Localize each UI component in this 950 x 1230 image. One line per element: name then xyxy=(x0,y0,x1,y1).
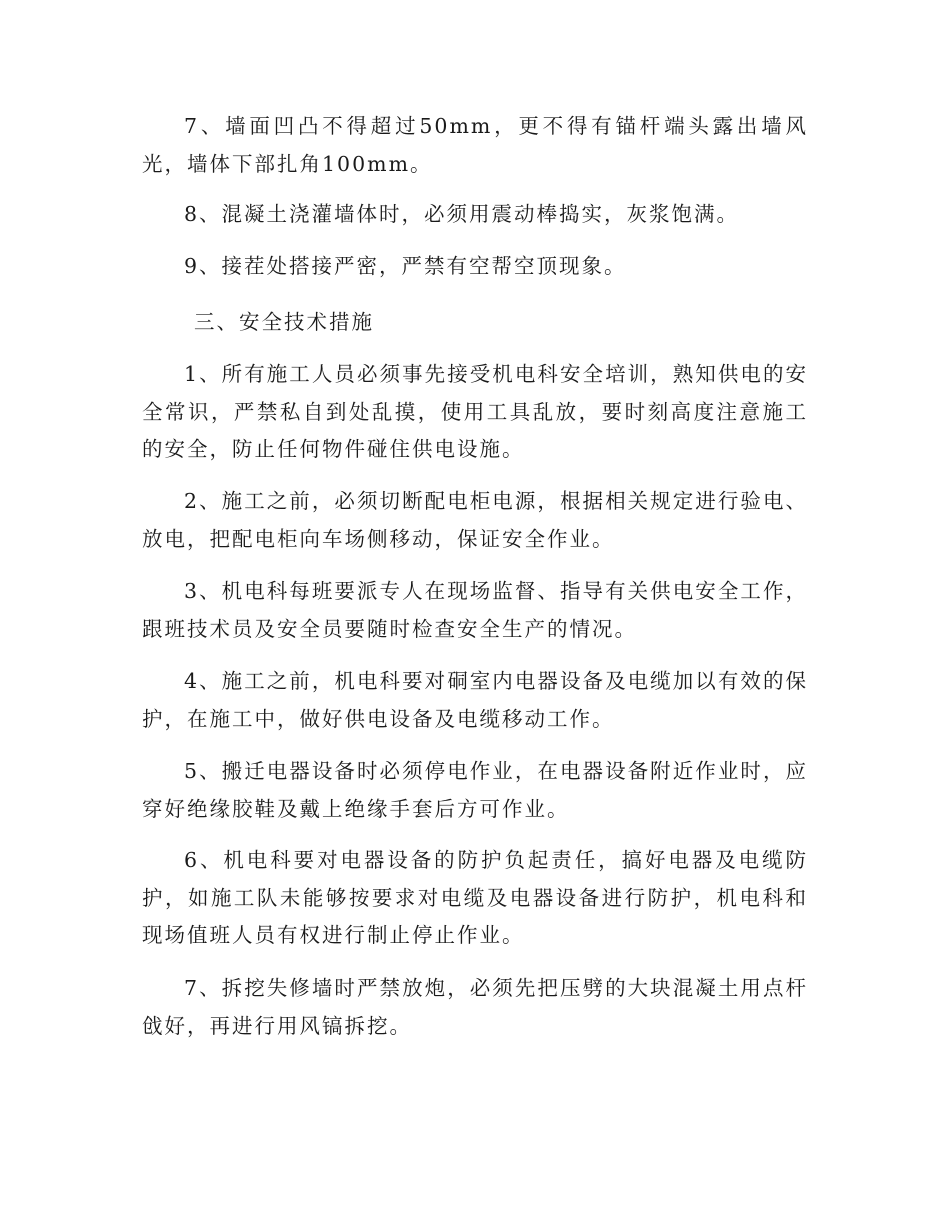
paragraph-item-8-concrete: 8、混凝土浇灌墙体时，必须用震动棒捣实，灰浆饱满。 xyxy=(184,202,740,226)
safety-item-2: 2、施工之前，必须切断配电柜电源，根据相关规定进行验电、放电，把配电柜向车场侧移动，保证安全作业。 xyxy=(142,489,808,551)
safety-item-7: 7、拆挖失修墙时严禁放炮，必须先把压劈的大块混凝土用点杆戗好，再进行用风镐拆挖。 xyxy=(142,976,808,1038)
safety-item-4: 4、施工之前，机电科要对硐室内电器设备及电缆加以有效的保护，在施工中，做好供电设备及电缆移动工作。 xyxy=(142,669,808,731)
safety-item-3: 3、机电科每班要派专人在现场监督、指导有关供电安全工作，跟班技术员及安全员要随时检查安全生产的情况。 xyxy=(142,579,808,641)
safety-item-6: 6、机电科要对电器设备的防护负起责任，搞好电器及电缆防护，如施工队未能够按要求对电缆及电器设备进行防护，机电科和现场值班人员有权进行制止停止作业。 xyxy=(142,848,808,947)
section-heading: 三、安全技术措施 xyxy=(194,310,374,334)
safety-item-1: 1、所有施工人员必须事先接受机电科安全培训，熟知供电的安全常识，严禁私自到处乱摸，使用工具乱放，要时刻高度注意施工的安全，防止任何物件碰住供电设施。 xyxy=(142,362,808,461)
paragraph-item-9-joint: 9、接茬处搭接严密，严禁有空帮空顶现象。 xyxy=(184,254,627,278)
safety-item-5: 5、搬迁电器设备时必须停电作业，在电器设备附近作业时，应穿好绝缘胶鞋及戴上绝缘手套后方可作业。 xyxy=(142,759,808,821)
paragraph-item-7-wall: 7、墙面凹凸不得超过50mm，更不得有锚杆端头露出墙风光，墙体下部扎角100mm。 xyxy=(142,114,808,176)
